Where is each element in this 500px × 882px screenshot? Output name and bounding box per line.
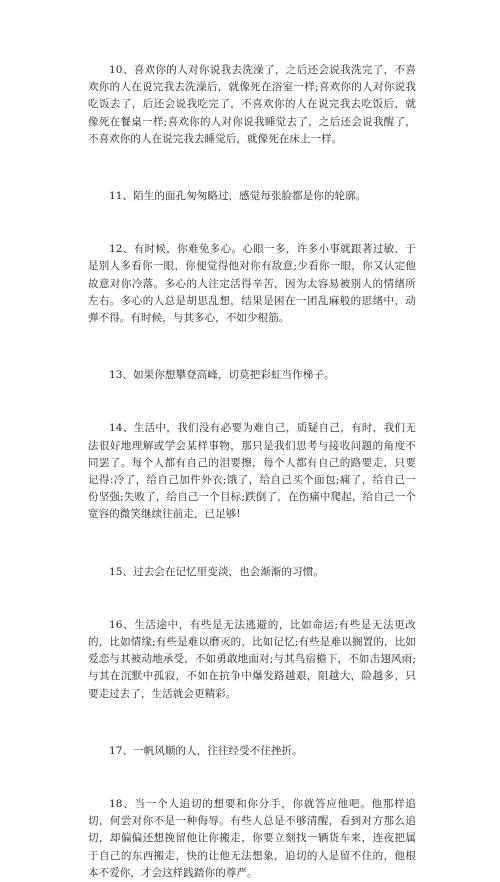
paragraph-10: 10、喜欢你的人对你说我去洗澡了，之后还会说我洗完了，不喜欢你的人在说完我去洗澡后，就像死在浴室一样;喜欢你的人对你说我吃饭去了，后还会说我吃完了，不喜欢你的人在说完我去吃饭后，就像死在餐桌一样;喜欢你的人对你说我睡觉去了，之后还会说我醒了，不喜欢你的人在说完我去睡觉后，就像死在床上一样。 [88,64,416,145]
document-body [88,62,416,882]
paragraph-11: 11、陌生的面孔匆匆略过，感觉每张脸都是你的轮廓。 [109,190,367,203]
paragraph-16: 16、生活途中，有些是无法逃避的，比如命运;有些是无法更改的，比如情缘;有些是难以磨灭的，比如记忆;有些是难以搁置的，比如爱恋与其被动地承受，不如勇敢地面对;与其鸟宿檐下，不如击翅风雨;与其在沉默中孤寂，不如在抗争中爆发路越艰，阻越大，险越多，只要走过去了，生活就会更精彩。 [88,618,416,700]
paragraph-14: 14、生活中，我们没有必要为难自己，质疑自己，有时，我们无法很好地理解或学会某样事物，那只是我们思考与接收问题的角度不同罢了。每个人都有自己的泪要擦，每个人都有自己的路要走，只要记得:冷了，给自己加件外衣;饿了，给自己买个面包;痛了，给自己一份坚强;失败了，给自己一个目标;跌倒了，在伤痛中爬起，给自己一个宽容的微笑继续往前走，已足够! [88,422,416,521]
paragraph-17: 17、一帆风顺的人，往往经受不住挫折。 [109,744,303,757]
paragraph-15: 15、过去会在记忆里变淡，也会渐渐的习惯。 [109,565,324,578]
paragraph-12: 12、有时候，你难免多心。心眼一多，许多小事就跟著过敏，于是别人多看你一眼，你便觉得他对你有敌意;少看你一眼，你又认定他故意对你冷落。多心的人注定活得辛苦，因为太容易被别人的情绪所左右。多心的人总是胡思乱想，结果是困在一团乱麻般的思绪中，动弹不得。有时候，与其多心，不如少根筋。 [88,243,416,325]
paragraph-13: 13、如果你想攀登高峰，切莫把彩虹当作梯子。 [109,369,335,382]
paragraph-18: 18、当一个人追切的想要和你分手，你就答应他吧。他那样追切，何尝对你不是一种侮辱。有些人总是不够清醒，看到对方那么追切，却偏偏还想挽留他让你搬走，你要立刻找一辆货车来，连夜把属于自己的东西搬走，快的让他无法想象，追切的人是留不住的，他根本不爱你，才会这样践踏你的尊严。 [88,798,416,879]
